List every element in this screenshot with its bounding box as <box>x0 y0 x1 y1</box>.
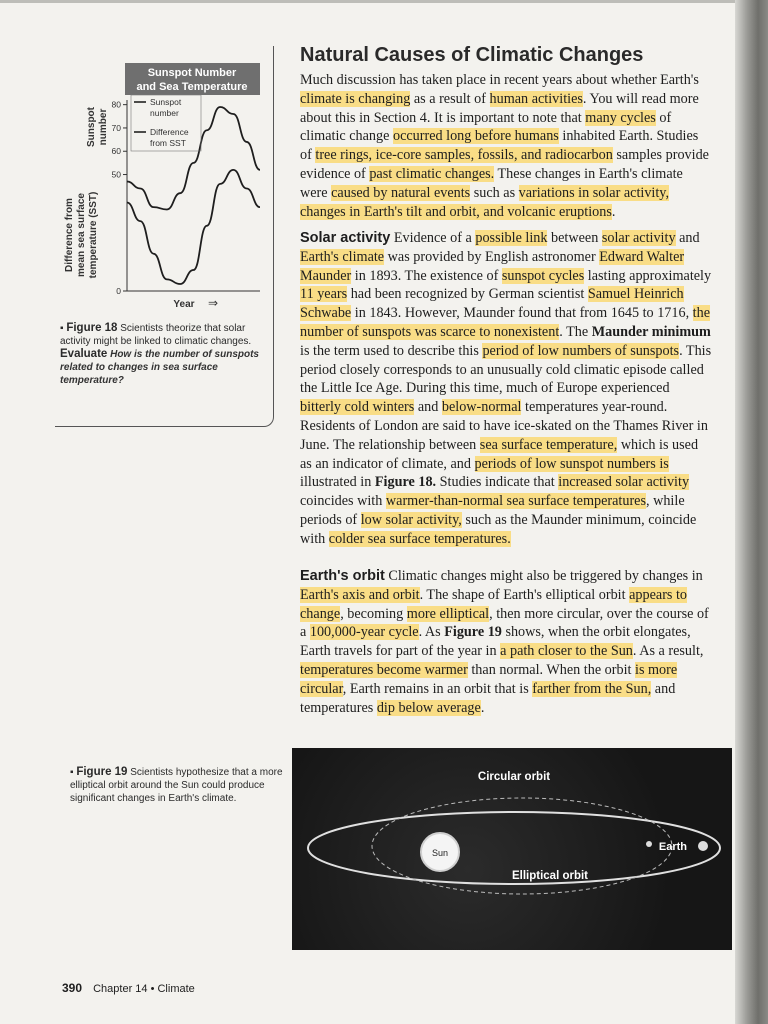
intro-highlight: past climatic changes. <box>369 165 495 182</box>
solar-text: between <box>547 230 602 246</box>
earth-label: Earth <box>658 841 687 853</box>
elliptical-orbit-label: Elliptical orbit <box>511 870 589 882</box>
solar-text: is the term used to describe this <box>300 342 483 359</box>
intro-highlight: variations in solar activity, changes in Earth's tilt and orbit, and volcanic eruptions <box>300 184 670 220</box>
orbit-highlight: dip below average <box>376 699 481 716</box>
solar-bold-term: Maunder minimum <box>591 323 711 340</box>
orbit-diagram-svg <box>292 748 732 950</box>
solar-bold-term: Figure 18. <box>374 474 437 491</box>
legend-sunspot-line1: Sunspot <box>150 97 182 107</box>
solar-highlight: warmer-than-normal sea surface temperatures <box>385 493 646 510</box>
intro-highlight: occurred long before humans <box>392 128 559 145</box>
book-binding-edge <box>735 0 768 1024</box>
orbit-highlight: temperatures become warmer <box>300 661 468 678</box>
intro-highlight: human activities <box>489 90 583 107</box>
figure-18-label: Figure 18 <box>66 322 118 334</box>
orbit-text: and temperatures <box>300 680 676 716</box>
orbit-highlight: a path closer to the Sun <box>500 643 633 660</box>
y-axis-bottom-label-2: mean sea surface <box>76 193 87 277</box>
y-axis-top-label-1: Sunspot <box>86 107 97 147</box>
solar-highlight: period of low numbers of sunspots <box>482 342 680 359</box>
solar-text: and <box>675 230 700 246</box>
y-axis-bottom-label-3: temperature (SST) <box>88 191 99 279</box>
solar-highlight: Edward Walter Maunder <box>300 248 685 284</box>
y-axis-top-label-2: number <box>98 108 109 146</box>
solar-highlight: periods of low sunspot numbers is <box>474 455 669 472</box>
solar-highlight: below-normal <box>441 399 522 416</box>
caption-bullet-icon: ▪ <box>70 767 77 778</box>
orbit-text: Climatic changes might also be triggered by changes in <box>384 568 703 584</box>
orbit-highlight: farther from the Sun, <box>532 680 652 697</box>
orbit-bold-term: Figure 19 <box>444 624 502 641</box>
orbit-text: shows, when the orbit elongates, Earth travels for part of the year in <box>300 624 691 660</box>
intro-highlight: many cycles <box>585 109 656 126</box>
solar-highlight: Earth's climate <box>300 248 385 265</box>
solar-text: which is used as an indicator of climate, and <box>300 436 699 472</box>
legend-sst-line1: Difference <box>150 127 189 137</box>
solar-highlight: bitterly cold winters <box>300 399 415 416</box>
orbit-highlight: is more circular <box>300 661 678 697</box>
intro-highlight: climate is changing <box>300 90 411 107</box>
legend-sunspot-line2: number <box>150 108 179 118</box>
earths-orbit-section <box>300 567 712 717</box>
solar-highlight: sea surface temperature, <box>479 436 618 453</box>
y-axis-bottom-label-1: Difference from <box>64 198 75 272</box>
solar-text: was provided by English astronomer <box>384 248 600 265</box>
sun-label: Sun <box>431 848 449 858</box>
solar-text: coincides with <box>300 493 386 510</box>
solar-highlight: solar activity <box>601 230 676 246</box>
earth-icon <box>698 841 708 851</box>
y-tick-label: 50 <box>111 169 121 180</box>
orbit-highlight: more elliptical <box>406 605 490 622</box>
solar-text: and <box>414 399 442 416</box>
solar-highlight: increased solar activity <box>558 474 690 491</box>
orbit-text: . As <box>418 624 445 641</box>
intro-text: inhabited Earth. Studies of <box>300 128 699 164</box>
intro-highlight: tree rings, ice-core samples, fossils, and radiocarbon <box>315 147 613 164</box>
solar-text: . This period closely corresponds to an unusually cold climatic episode called the Little Ice Age. During this time, much of Europe experienced <box>300 342 712 397</box>
orbit-highlight: Earth's axis and orbit <box>300 586 420 603</box>
evaluate-text: How is the number of sunspots related to changes in sea surface temperature? <box>60 349 259 386</box>
solar-highlight: Samuel Heinrich Schwabe <box>300 286 684 322</box>
x-axis-arrow-icon: ⇒ <box>208 296 219 310</box>
page-title: Natural Causes of Climatic Changes <box>300 44 644 66</box>
caption-bullet-icon: ▪ <box>60 323 67 334</box>
intro-text: . <box>611 203 616 220</box>
intro-highlight: caused by natural events <box>331 184 471 201</box>
legend-sst-line2: from SST <box>150 138 186 148</box>
figure-19-diagram <box>292 748 732 950</box>
solar-text: Studies indicate that <box>436 474 559 491</box>
intro-paragraph <box>300 71 712 221</box>
sunspot-number-line <box>127 107 260 209</box>
solar-highlight: 11 years <box>300 286 348 303</box>
intro-text: such as <box>470 184 519 201</box>
figure-18-chart <box>60 55 265 315</box>
chart-title-line1: Sunspot Number <box>147 67 237 79</box>
y-tick-label: 60 <box>111 146 121 157</box>
orbit-highlight: 100,000-year cycle <box>309 624 419 641</box>
orbit-text: , then more circular, over the course of a <box>300 605 709 641</box>
solar-text: illustrated in <box>300 474 375 491</box>
y-tick-label: 70 <box>111 122 121 133</box>
solar-text: . The <box>559 323 592 340</box>
figure-19-caption <box>70 766 290 805</box>
solar-highlight: sunspot cycles <box>501 267 585 284</box>
solar-text: had been recognized by German scientist <box>347 286 588 303</box>
orbit-text: , Earth remains in an orbit that is <box>342 680 533 697</box>
figure-18-caption <box>60 322 260 387</box>
solar-highlight: colder sea surface temperatures. <box>328 530 511 547</box>
solar-text: such as the Maunder minimum, coincide with <box>300 511 697 547</box>
intro-text: . You will read more about this in Section 4. It is important to note that <box>300 90 699 126</box>
earths-orbit-heading: Earth's orbit <box>300 568 385 584</box>
orbit-text: . The shape of Earth's elliptical orbit <box>419 586 630 603</box>
page-top-edge <box>0 0 735 3</box>
intro-text: as a result of <box>410 90 490 107</box>
earth-small-icon <box>646 841 652 847</box>
y-tick-label: 80 <box>111 99 121 110</box>
intro-text: samples provide evidence of <box>300 147 709 182</box>
solar-activity-heading: Solar activity <box>300 230 391 246</box>
chapter-label: Chapter 14 • Climate <box>93 983 195 995</box>
orbit-highlight: appears to change <box>300 586 688 622</box>
chart-title-line2: and Sea Temperature <box>136 81 248 93</box>
solar-highlight: the number of sunspots was scarce to nonexistent <box>300 305 711 340</box>
page-number: 390 <box>62 981 83 995</box>
solar-text: Evidence of a <box>390 230 476 246</box>
page-footer <box>62 981 195 995</box>
figure-18-caption-text: Scientists theorize that solar activity might be linked to climatic changes. <box>60 323 252 347</box>
figure-19-caption-text: Scientists hypothesize that a more elliptical orbit around the Sun could produce significant changes in Earth's climate. <box>70 767 283 804</box>
solar-text: in 1843. However, Maunder found that from 1645 to 1716, <box>351 305 693 322</box>
circular-orbit-label: Circular orbit <box>477 771 551 783</box>
y-tick-label: 0 <box>116 286 121 296</box>
intro-text: of climatic change <box>300 109 672 145</box>
solar-highlight: low solar activity, <box>360 511 462 528</box>
evaluate-label: Evaluate <box>60 348 108 360</box>
orbit-text: . As a result, <box>632 643 704 660</box>
sst-difference-line <box>127 170 260 284</box>
solar-activity-section <box>300 229 712 549</box>
solar-text: in 1893. The existence of <box>351 267 502 284</box>
solar-text: lasting approximately <box>584 267 712 284</box>
solar-text: temperatures year-round. Residents of London are said to have ice-skated on the Thames River in June. The relationship between <box>300 399 708 453</box>
intro-text: These changes in Earth's climate were <box>300 165 683 201</box>
figure-19-label: Figure 19 <box>76 766 128 778</box>
solar-text: , while periods of <box>300 493 685 528</box>
intro-text: Much discussion has taken place in recent years about whether Earth's <box>300 72 699 88</box>
orbit-text: than normal. When the orbit <box>467 661 636 678</box>
x-axis-label: Year <box>173 299 195 310</box>
orbit-text: . <box>480 699 485 716</box>
orbit-text: , becoming <box>340 605 407 622</box>
solar-highlight: possible link <box>475 230 548 246</box>
